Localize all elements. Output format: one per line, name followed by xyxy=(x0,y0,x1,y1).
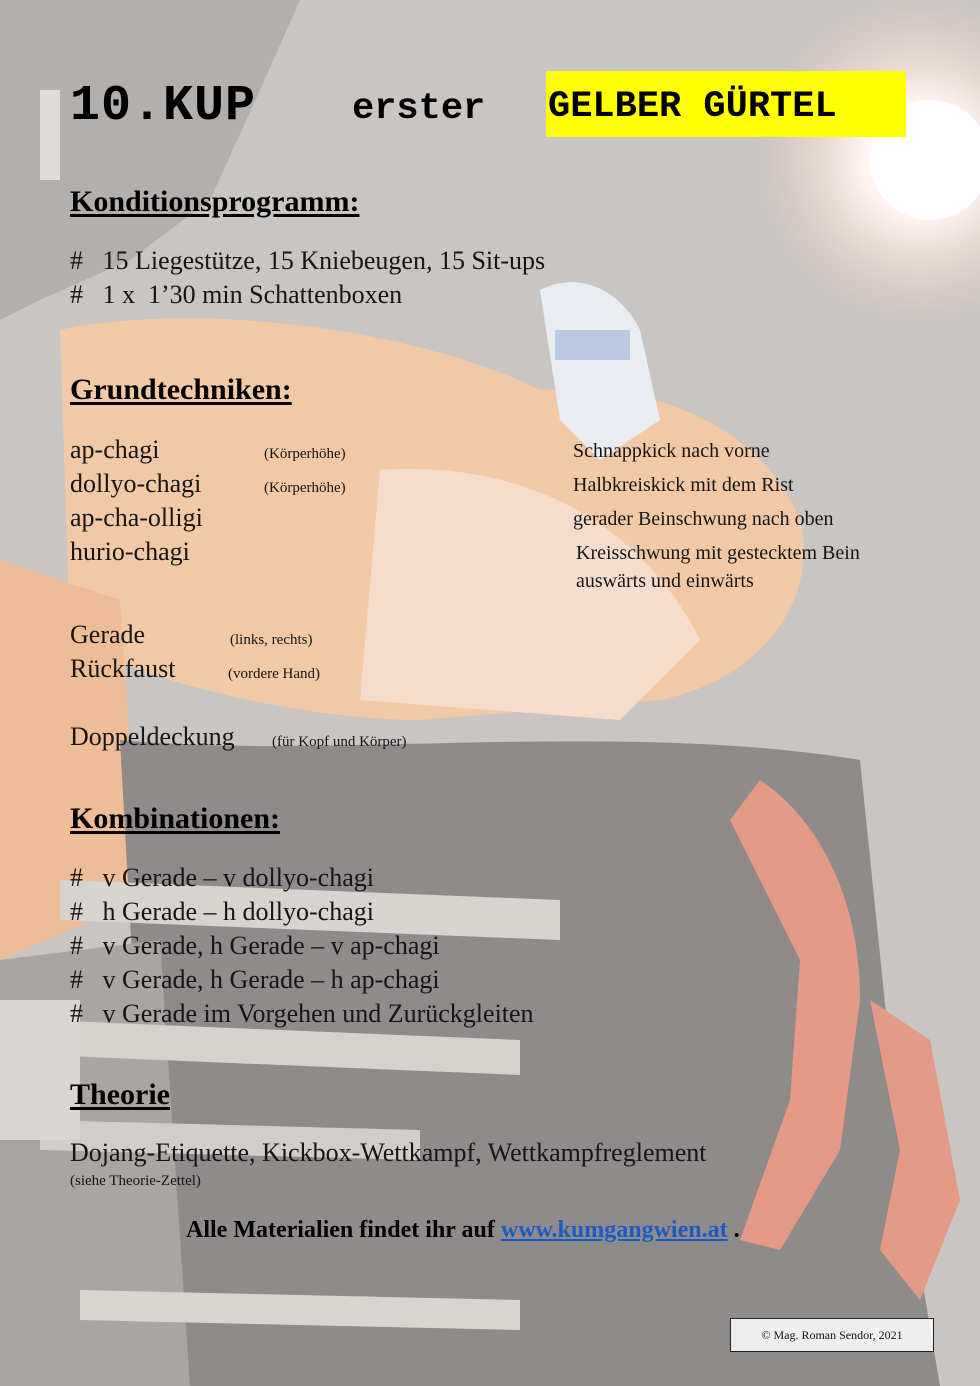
kombinationen-heading: Kombinationen: xyxy=(70,802,281,835)
theorie-heading: Theorie xyxy=(70,1078,170,1111)
copyright-text: © Mag. Roman Sendor, 2021 xyxy=(761,1327,903,1342)
defense-note: (für Kopf und Körper) xyxy=(272,734,407,750)
kondition-item: # 15 Liegestütze, 15 Kniebeugen, 15 Sit-ups xyxy=(70,246,546,275)
kombination-item: # v Gerade, h Gerade – h ap-chagi xyxy=(70,965,440,994)
kombination-item: # v Gerade im Vorgehen und Zurückgleiten xyxy=(70,999,534,1028)
materials-prefix: Alle Materialien findet ihr auf xyxy=(186,1217,501,1243)
kick-note: (Körperhöhe) xyxy=(264,446,346,462)
kick-name: dollyo-chagi xyxy=(70,469,202,498)
materials-line xyxy=(186,1217,740,1244)
kick-description: gerader Beinschwung nach oben xyxy=(573,508,834,530)
grundtechniken-heading: Grundtechniken: xyxy=(70,373,292,406)
kick-note: (Körperhöhe) xyxy=(264,480,346,496)
theorie-note: (siehe Theorie-Zettel) xyxy=(70,1173,201,1189)
punch-note: (vordere Hand) xyxy=(228,666,321,682)
punch-name: Rückfaust xyxy=(70,654,176,683)
kup-title: 10.KUP xyxy=(70,78,257,135)
punch-note: (links, rechts) xyxy=(230,632,313,648)
kombination-item: # v Gerade, h Gerade – v ap-chagi xyxy=(70,931,440,960)
kick-name: hurio-chagi xyxy=(70,537,190,566)
materials-suffix: . xyxy=(727,1217,740,1243)
kick-name: ap-chagi xyxy=(70,435,160,464)
kick-description: Halbkreiskick mit dem Rist xyxy=(573,474,794,496)
kick-description-continued: auswärts und einwärts xyxy=(576,570,754,592)
kick-description: Schnappkick nach vorne xyxy=(573,440,770,462)
ordinal-label: erster xyxy=(352,88,486,130)
theorie-text: Dojang-Etiquette, Kickbox-Wettkampf, Wettkampfreglement xyxy=(70,1138,707,1167)
kombination-item: # h Gerade – h dollyo-chagi xyxy=(70,897,374,926)
kondition-heading: Konditionsprogramm: xyxy=(70,185,360,218)
defense-name: Doppeldeckung xyxy=(70,722,235,751)
kondition-item: # 1 x 1’30 min Schattenboxen xyxy=(70,280,403,309)
copyright-box xyxy=(730,1318,934,1352)
belt-label: GELBER GÜRTEL xyxy=(548,86,837,128)
kombination-item: # v Gerade – v dollyo-chagi xyxy=(70,863,374,892)
kick-name: ap-cha-olligi xyxy=(70,503,203,532)
website-link[interactable]: www.kumgangwien.at xyxy=(500,1217,728,1243)
punch-name: Gerade xyxy=(70,620,146,649)
kick-description: Kreisschwung mit gestecktem Bein xyxy=(576,542,860,564)
